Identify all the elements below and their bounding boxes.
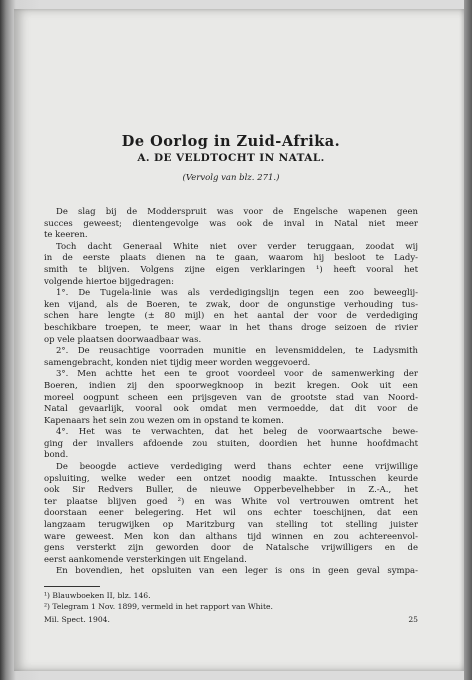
- body-line: eerst aankomende versterkingen uit Engeland.: [44, 554, 247, 565]
- body-line: ware geweest. Men kon dan althans tijd winnen en zou achtereenvol-: [44, 531, 418, 542]
- footnote-rule: [44, 586, 100, 587]
- body-line: ging der invallers afdoende zou stuiten, doordien het hunne hoofdmacht: [44, 438, 418, 449]
- body-line: 1°. De Tugela-linie was als verdedigingslijn tegen een zoo beweeglij-: [56, 288, 418, 299]
- page-footer: [44, 614, 418, 626]
- body-line: 3°. Men achtte het een te groot voordeel voor de samenwerking der: [56, 369, 418, 380]
- page-content: [44, 132, 418, 626]
- journal-reference: Mil. Spect. 1904.: [44, 615, 110, 624]
- body-line: schen hare lengte (± 80 mijl) en het aantal der voor de verdediging: [44, 311, 418, 322]
- body-line: ter plaatse blijven goed ²) en was White vol vertrouwen omtrent het: [44, 496, 418, 507]
- body-line: De beoogde actieve verdediging werd thans echter eene vrijwillige: [56, 462, 418, 473]
- body-line: 4°. Het was te verwachten, dat het beleg de voorwaartsche bewe-: [56, 427, 418, 438]
- body-line: bond.: [44, 450, 69, 461]
- body-line: 2°. De reusachtige voorraden munitie en levensmiddelen, te Ladysmith: [56, 346, 418, 357]
- body-text: [44, 207, 418, 578]
- body-line: En bovendien, het opsluiten van een leger is ons in geen geval sympa-: [56, 566, 418, 577]
- body-line: moreel oogpunt scheen een prijsgeven van de grootste stad van Noord-: [44, 392, 418, 403]
- body-line: De slag bij de Modderspruit was voor de Engelsche wapenen geen: [56, 207, 418, 217]
- page-edge-shadow: [464, 0, 472, 680]
- body-line: Boeren, indien zij den spoorwegknoop in bezit kregen. Ook uit een: [44, 380, 418, 391]
- body-line: Natal gevaarlijk, vooral ook omdat men vermoedde, dat dit voor de: [44, 404, 418, 415]
- article-title: De Oorlog in Zuid-Afrika.: [121, 133, 341, 150]
- article-subtitle: A. DE VELDTOCHT IN NATAL.: [137, 152, 325, 164]
- body-line: Toch dacht Generaal White niet over verder teruggaan, zoodat wij: [56, 241, 418, 252]
- body-line: in de eerste plaats dienen na te gaan, waarom hij besloot te Lady-: [44, 253, 418, 264]
- body-line: succes geweest; dientengevolge was ook de inval in Natal niet meer: [44, 218, 418, 229]
- body-line: volgende hiertoe bijgedragen:: [44, 276, 174, 287]
- body-line: smith te blijven. Volgens zijne eigen verklaringen ¹) heeft vooral het: [44, 264, 418, 275]
- body-line: gens versterkt zijn geworden door de Natalsche vrijwilligers en de: [44, 543, 418, 554]
- body-line: doorstaan eener belegering. Het wil ons echter toeschijnen, dat een: [44, 508, 418, 519]
- page-number: 25: [408, 615, 418, 624]
- body-line: langzaam terugwijken op Maritzburg van stelling tot stelling juister: [44, 520, 418, 531]
- body-line: Kapenaars het sein zou wezen om in opstand te komen.: [44, 415, 284, 426]
- footnote: ²) Telegram 1 Nov. 1899, vermeld in het rapport van White.: [44, 601, 273, 611]
- continued-note: (Vervolg van blz. 271.): [182, 173, 280, 183]
- body-line: samengebracht, konden niet tijdig meer worden weggevoerd.: [44, 357, 311, 368]
- footnote: ¹) Blauwboeken II, blz. 146.: [44, 591, 151, 600]
- body-line: beschikbare troepen, te meer, waar in het thans droge seizoen de rivier: [44, 322, 418, 333]
- body-line: te keeren.: [44, 230, 88, 241]
- body-line: ken vijand, als de Boeren, te zwak, door de ongunstige verhouding tus-: [44, 299, 418, 310]
- body-line: op vele plaatsen doorwaadbaar was.: [44, 334, 202, 345]
- body-line: opsluiting, welke weder een ontzet noodig maakte. Intusschen keurde: [44, 473, 418, 484]
- body-line: ook Sir Redvers Buller, de nieuwe Opperbevelhebber in Z.-A., het: [44, 485, 418, 496]
